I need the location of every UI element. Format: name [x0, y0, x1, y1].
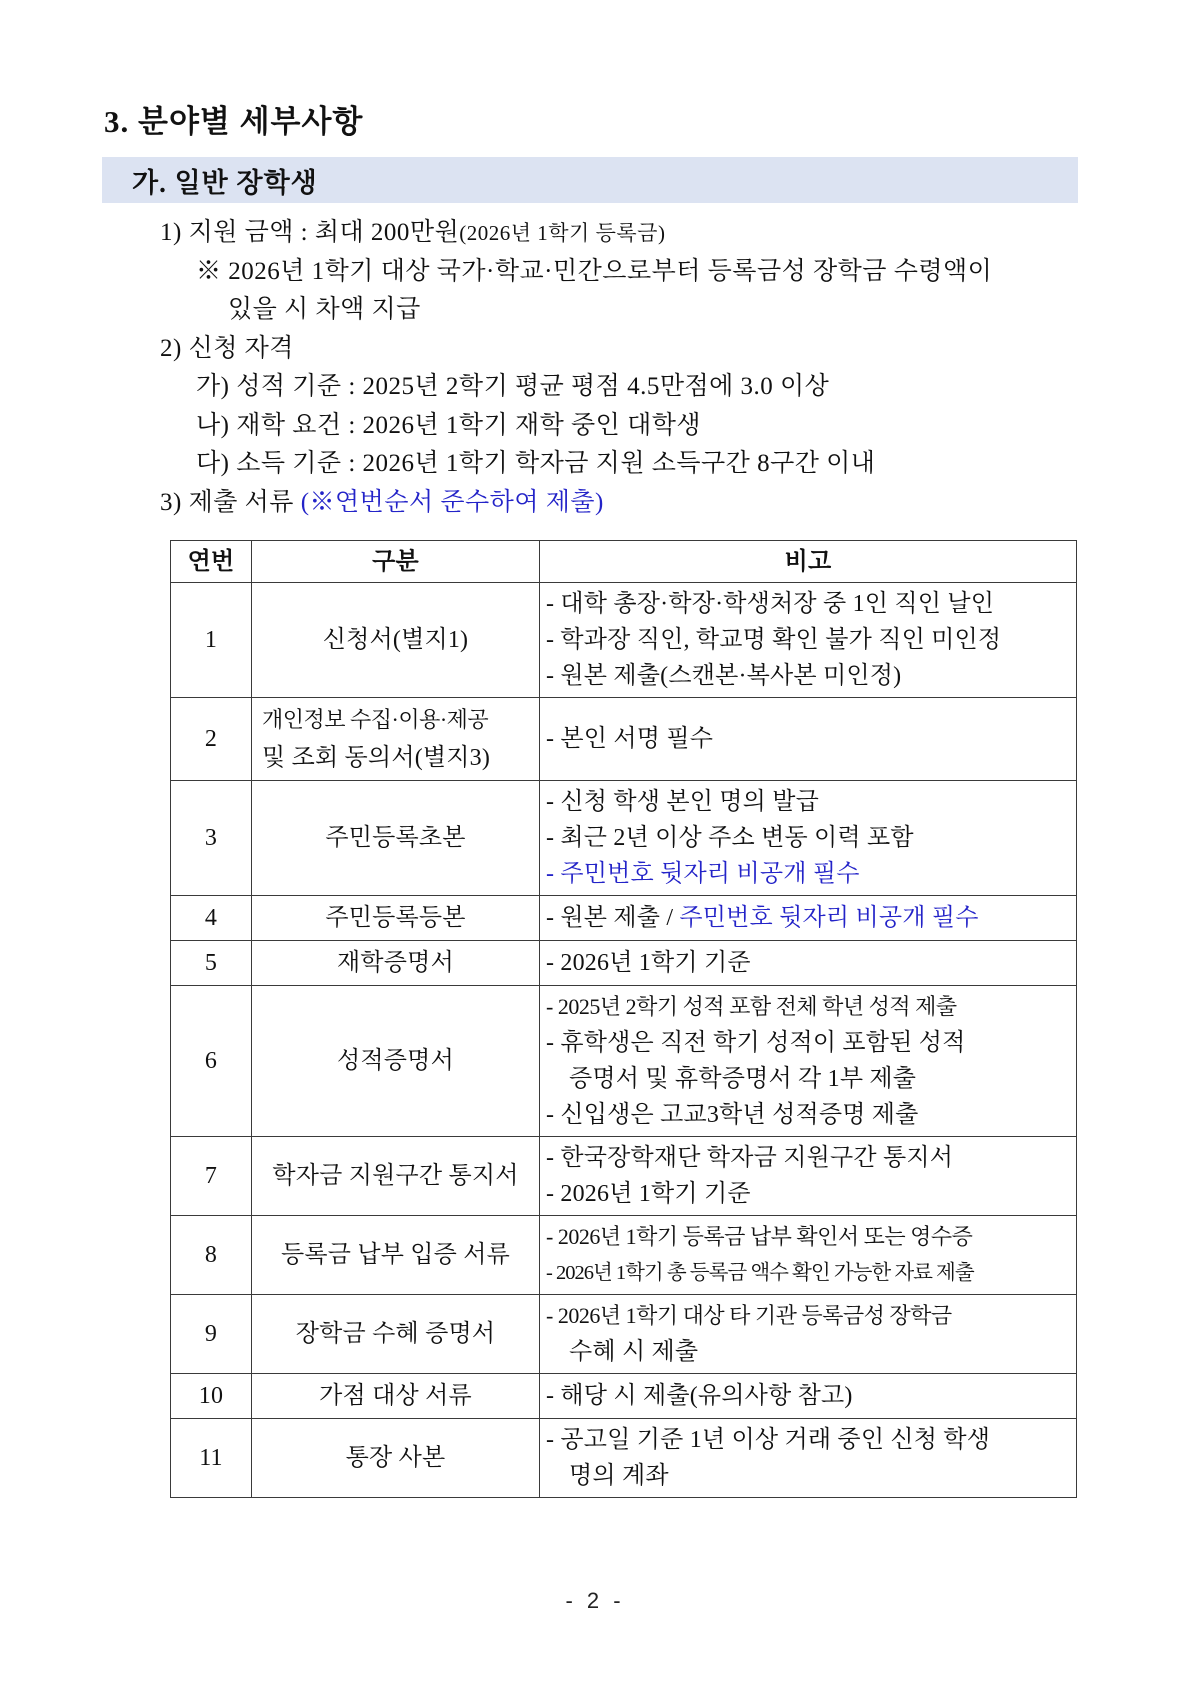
- intro-line-eligibility: 2) 신청 자격: [160, 334, 294, 362]
- row-category: [252, 698, 540, 781]
- intro-note-line2: 있을 시 차액 지급: [228, 296, 421, 323]
- category-line: 및 조회 동의서(별지3): [262, 745, 491, 771]
- table-row: [171, 1374, 1077, 1419]
- row-category: 재학증명서: [252, 941, 540, 986]
- header-no: 연번: [171, 541, 252, 583]
- remark-line: - 원본 제출(스캔본·복사본 미인정): [546, 663, 902, 689]
- row-remarks: [540, 781, 1077, 896]
- remark-segment-blue: 주민번호 뒷자리 비공개 필수: [679, 905, 979, 931]
- row-category: 신청서(별지1): [252, 583, 540, 698]
- remark-line: - 2025년 2학기 성적 포함 전체 학년 성적 제출: [546, 994, 957, 1019]
- documents-table: [170, 540, 1077, 1498]
- intro-documents-note: (※연번순서 준수하여 제출): [300, 488, 604, 516]
- table-row: [171, 1216, 1077, 1295]
- row-no: 4: [171, 896, 252, 941]
- table-row: [171, 986, 1077, 1137]
- row-no: 9: [171, 1295, 252, 1374]
- row-remarks: [540, 986, 1077, 1137]
- row-remarks: [540, 896, 1077, 941]
- row-remarks: [540, 1137, 1077, 1216]
- remark-line: - 휴학생은 직전 학기 성적이 포함된 성적: [546, 1030, 966, 1056]
- remark-line: - 2026년 1학기 기준: [546, 950, 751, 976]
- remark-line: - 2026년 1학기 등록금 납부 확인서 또는 영수증: [546, 1224, 973, 1249]
- row-no: 3: [171, 781, 252, 896]
- remark-line: - 본인 서명 필수: [546, 726, 714, 752]
- row-no: 7: [171, 1137, 252, 1216]
- table-row: [171, 1295, 1077, 1374]
- intro-line-income-criteria: 다) 소득 기준 : 2026년 1학기 학자금 지원 소득구간 8구간 이내: [196, 450, 876, 477]
- remark-line: - 학과장 직인, 학교명 확인 불가 직인 미인정: [546, 627, 1002, 653]
- table-row: [171, 1419, 1077, 1498]
- row-remarks: [540, 1419, 1077, 1498]
- row-category: 등록금 납부 입증 서류: [252, 1216, 540, 1295]
- row-category: 주민등록등본: [252, 896, 540, 941]
- intro-line-support-amount: 1) 지원 금액 : 최대 200만원(2026년 1학기 등록금): [160, 219, 666, 246]
- row-remarks: [540, 583, 1077, 698]
- remark-line: - 최근 2년 이상 주소 변동 이력 포함: [546, 825, 914, 851]
- intro-line-enrollment-criteria: 나) 재학 요건 : 2026년 1학기 재학 중인 대학생: [196, 411, 702, 439]
- remark-line: - 신청 학생 본인 명의 발급: [546, 789, 820, 815]
- row-category: 가점 대상 서류: [252, 1374, 540, 1419]
- table-row: [171, 1137, 1077, 1216]
- remark-line-continuation: 명의 계좌: [569, 1463, 669, 1489]
- row-no: 2: [171, 698, 252, 781]
- table-row: [171, 781, 1077, 896]
- row-remarks: [540, 1374, 1077, 1419]
- table-row: [171, 896, 1077, 941]
- remark-line: - 공고일 기준 1년 이상 거래 중인 신청 학생: [546, 1427, 991, 1453]
- remark-line: - 2026년 1학기 기준: [546, 1181, 751, 1207]
- remark-line-continuation: 수혜 시 제출: [569, 1339, 699, 1365]
- remark-line-continuation: 증명서 및 휴학증명서 각 1부 제출: [569, 1066, 917, 1092]
- section-title: 3. 분야별 세부사항: [104, 104, 364, 139]
- intro-list: [160, 214, 1060, 522]
- row-no: 11: [171, 1419, 252, 1498]
- remark-line: - 한국장학재단 학자금 지원구간 통지서: [546, 1145, 954, 1171]
- row-no: 8: [171, 1216, 252, 1295]
- row-remarks: [540, 941, 1077, 986]
- remark-line: - 해당 시 제출(유의사항 참고): [546, 1383, 853, 1409]
- remark-line: - 신입생은 고교3학년 성적증명 제출: [546, 1102, 919, 1128]
- row-remarks: [540, 698, 1077, 781]
- row-no: 10: [171, 1374, 252, 1419]
- row-category: 주민등록초본: [252, 781, 540, 896]
- table-header-row: [171, 541, 1077, 583]
- remark-line: - 2026년 1학기 총 등록금 액수 확인 가능한 자료 제출: [546, 1262, 974, 1284]
- intro-note-line1: ※ 2026년 1학기 대상 국가·학교·민간으로부터 등록금성 장학금 수령액이: [196, 257, 993, 285]
- row-remarks: [540, 1295, 1077, 1374]
- table-row: [171, 941, 1077, 986]
- table-row: [171, 698, 1077, 781]
- row-category: 통장 사본: [252, 1419, 540, 1498]
- remark-line-blue: - 주민번호 뒷자리 비공개 필수: [546, 861, 860, 887]
- category-line: 개인정보 수집·이용·제공: [262, 707, 489, 732]
- row-no: 6: [171, 986, 252, 1137]
- header-category: 구분: [252, 541, 540, 583]
- page-number: - 2 -: [565, 1588, 625, 1613]
- intro-line-documents: 3) 제출 서류 (※연번순서 준수하여 제출): [160, 488, 604, 516]
- remark-line: - 원본 제출 / 주민번호 뒷자리 비공개 필수: [546, 905, 979, 931]
- row-category: 성적증명서: [252, 986, 540, 1137]
- intro-line-grade-criteria: 가) 성적 기준 : 2025년 2학기 평균 평점 4.5만점에 3.0 이상: [196, 373, 830, 400]
- row-no: 5: [171, 941, 252, 986]
- row-remarks: [540, 1216, 1077, 1295]
- row-category: 학자금 지원구간 통지서: [252, 1137, 540, 1216]
- table-row: [171, 583, 1077, 698]
- row-no: 1: [171, 583, 252, 698]
- intro-line-support-amount-paren: (2026년 1학기 등록금): [459, 221, 666, 245]
- subsection-title: 가. 일반 장학생: [132, 167, 318, 198]
- subsection-header: [102, 157, 1078, 203]
- row-category: 장학금 수혜 증명서: [252, 1295, 540, 1374]
- remark-line: - 대학 총장·학장·학생처장 중 1인 직인 날인: [546, 591, 995, 617]
- remark-line: - 2026년 1학기 대상 타 기관 등록금성 장학금: [546, 1303, 952, 1328]
- header-remarks: 비고: [540, 541, 1077, 583]
